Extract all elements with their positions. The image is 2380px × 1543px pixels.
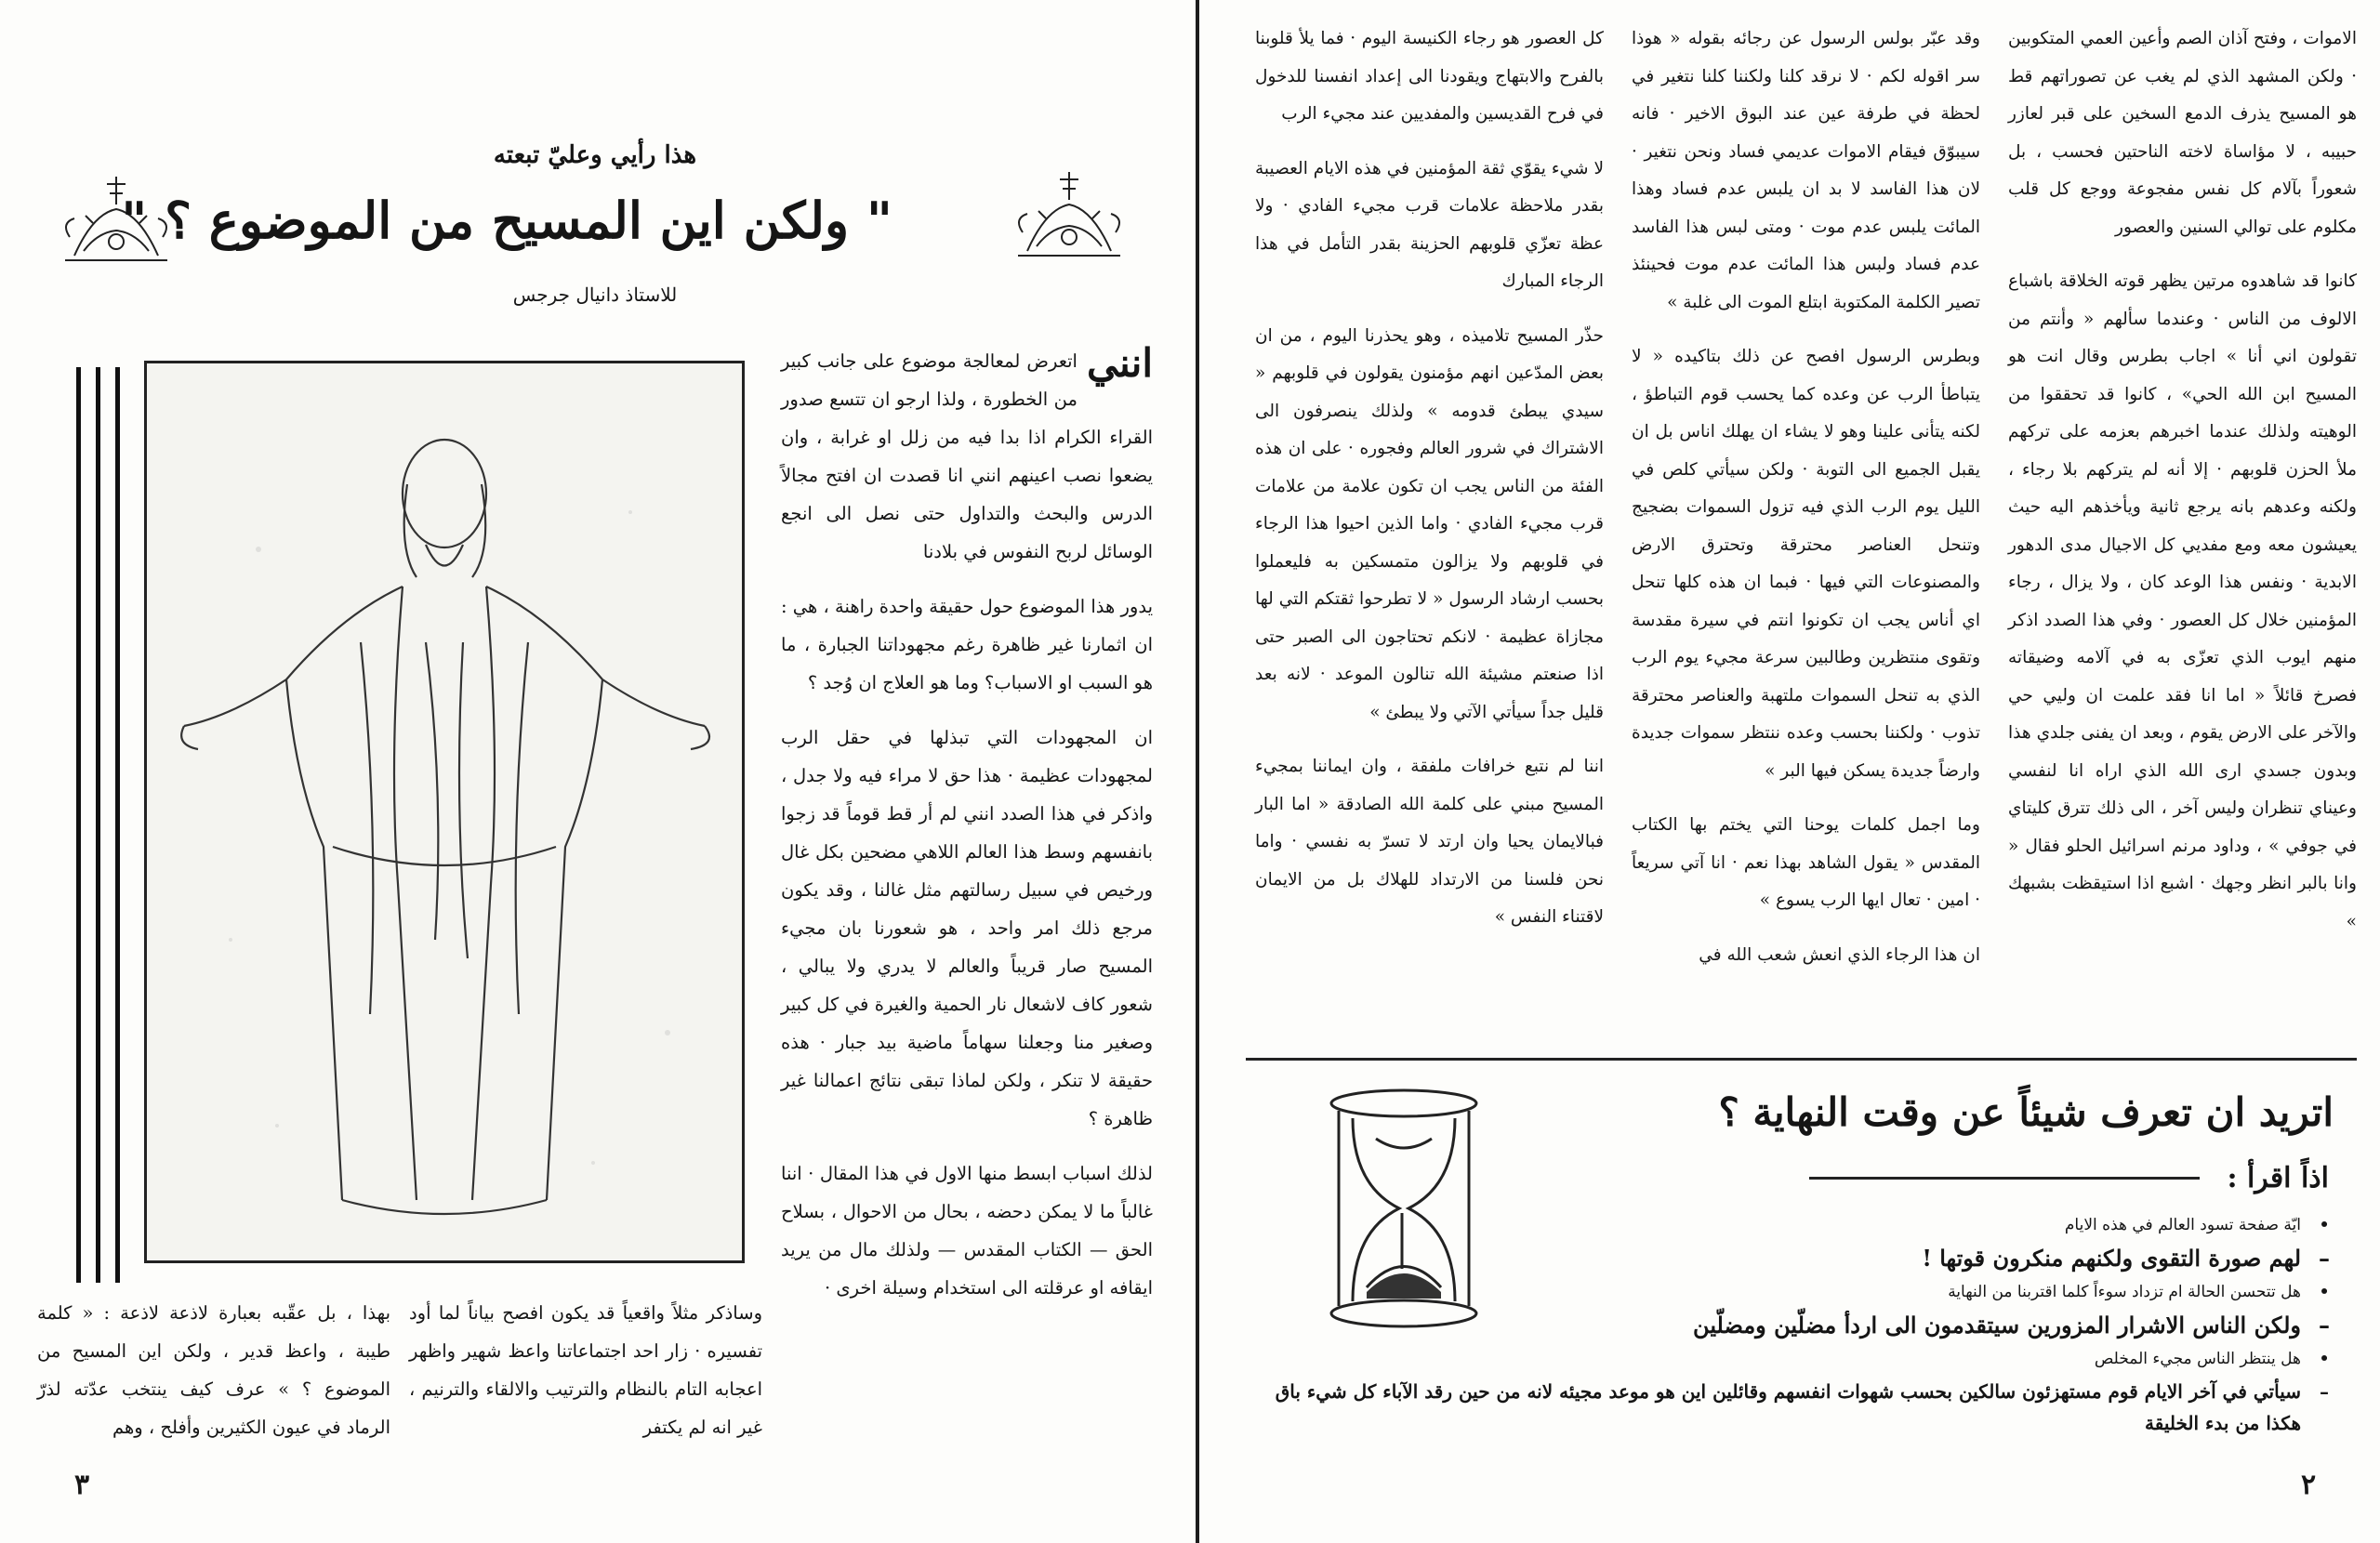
christ-illustration [144,361,745,1263]
list-item: – سيأتي في آخر الايام قوم مستهزئون سالكين بحسب شهوات انفسهم وقائلين اين هو موعد مجيئه لانه من حين رقد الآباء كل شيء باق هكذا من بدء الخليقة [1275,1380,2329,1434]
page-number: ٢ [2301,1469,2317,1501]
box-question-list [1255,1208,2338,1439]
decorative-bar [76,367,81,1283]
paragraph: لذلك اسباب ابسط منها الاول في هذا المقال · اننا غالباً ما لا يمكن دحضه ، بحال من الاحوال ، بسلاح الحق — الكتاب المقدس — ولذلك مال من يريد ايقافه او عرقلته الى استخدام وسيلة اخرى · [781,1163,1153,1299]
decorative-bar [115,367,120,1283]
box-title: اتريد ان تعرف شيئاً عن وقت النهاية ؟ [1718,1089,2334,1135]
paragraph: لا شيء يقوّي ثقة المؤمنين في هذه الايام العصيبة بقدر ملاحظة علامات قرب مجيء الفادي · ولا عظة تعزّي قلوبهم الحزينة بقدر التأمل في هذا الرجاء المبارك [1255,158,1604,291]
lead-word: انني [1086,340,1153,386]
right-column-1 [2008,20,2357,941]
page-number: ٣ [74,1469,90,1501]
paragraph: وقد عبّر بولس الرسول عن رجائه بقوله « هوذا سر اقوله لكم · لا نرقد كلنا ولكننا كلنا نتغير في لحظة في طرفة عين عند البوق الاخير · فانه سيبوّق فيقام الاموات عديمي فساد ونحن نتغير · لان هذا الفاسد لا بد ان يلبس عدم فساد وهذا المائت يلبس عدم موت · ومتى لبس هذا الفاسد عدم فساد ولبس هذا المائت عدم موت فحينئذ تصير الكلمة المكتوبة ابتلع الموت الى غلبة » [1632,29,1980,312]
box-subtitle: اذاً اقرأ : [2227,1162,2329,1194]
article-byline: للاستاذ دانيال جرجس [512,284,678,306]
paragraph: اننا لم نتبع خرافات ملفقة ، وان ايماننا بمجيء المسيح مبني على كلمة الله الصادقة « اما البار فبالايمان يحيا وان ارتد لا تسرّ به نفسي · واما نحن فلسنا من الارتداد للهلاك بل من الايمان لاقتناء النفس » [1255,757,1604,927]
article-kicker: هذا رأيي وعليّ تبعته [493,141,697,169]
list-item: • هل تتحسن الحالة ام تزداد سوءاً كلما اقتربنا من النهاية [1948,1283,2330,1301]
section-divider [1246,1058,2357,1061]
paragraph: ان المجهودات التي تبذلها في حقل الرب لمجهودات عظيمة · هذا حق لا مراء فيه ولا جدل ، واذكر في هذا الصدد انني لم أر قط قوماً قد زجوا بانفسهم وسط هذا العالم اللاهي مضحين بكل غال ورخيص في سبيل رسالتهم مثل غالنا ، وقد يكون مرجع ذلك امر واحد ، هو شعورنا بان مجيء المسيح صار قريباً والعالم لا يدري ولا يبالي ، شعور كاف لاشعال نار الحمية والغيرة في كل كبير وصغير منا وجعلنا سهاماً ماضية بيد جبار · هذه حقيقة لا تنكر ، ولكن لماذا تبقى نتائج اعمالنا غير ظاهرة ؟ [781,727,1153,1129]
paragraph: الاموات ، وفتح آذان الصم وأعين العمي المتكوبين · ولكن المشهد الذي لم يغب عن تصوراتهم قط هو المسيح يذرف الدمع السخين على قبر لعازر حبيبه ، لا مؤاساة لاخته الناحتين فحسب ، بل شعوراً بآلام كل نفس مفجوعة ووجع كل قلب مكلوم على توالي السنين والعصور [2008,29,2357,237]
list-item: – لهم صورة التقوى ولكنهم منكرون قوتها ! [1922,1245,2330,1272]
article-column-c [37,1294,390,1446]
paragraph: وساذكر مثلاً واقعياً قد يكون افصح بياناً لما أود تفسيره · زار احد اجتماعاتنا واعظ شهير واظهر اعجابه التام بالنظام والترتيب والالقاء والترنيم ، غير انه لم يكتفر [409,1302,762,1438]
paragraph: يدور هذا الموضوع حول حقيقة واحدة راهنة ، هي : ان اثمارنا غير ظاهرة رغم مجهوداتنا الجبارة ، ما هو السبب او الاسباب؟ وما هو العلاج ان وُجد ؟ [781,596,1153,693]
paragraph: حذّر المسيح تلاميذه ، وهو يحذرنا اليوم ، من ان بعض المدّعين انهم مؤمنون يقولون في قلوبهم « سيدي يبطئ قدومه » ولذلك ينصرفون الى الاشتراك في شرور العالم وفجوره · على ان هذه الفئة من الناس يجب ان تكون علامة من علامات قرب مجيء الفادي · واما الذين احيوا هذا الرجاء في قلوبهم ولا يزالون متمسكين به فليعملوا بحسب ارشاد الرسول « لا تطرحوا ثقتكم التي لها مجازاة عظيمة · لانكم تحتاجون الى الصبر حتى اذا صنعتم مشيئة الله تنالون الموعد · لانه بعد قليل جداً سيأتي الآتي ولا يبطئ » [1255,325,1604,722]
christ-figure-icon [147,363,742,1260]
article-title: " ولكن اين المسيح من الموضوع ؟ " [121,191,892,250]
decorative-bar [96,367,100,1283]
list-item: • هل ينتظر الناس مجيء المخلص [2094,1350,2330,1368]
paragraph: ان هذا الرجاء الذي انعش شعب الله في [1699,944,1980,965]
right-ornament-icon [1009,163,1130,265]
article-column-a [781,342,1153,1307]
list-item: • ايّة صفحة تسود العالم في هذه الايام [2064,1216,2330,1234]
article-column-b [409,1294,762,1446]
right-column-2 [1632,20,1980,974]
paragraph: كانوا قد شاهدوه مرتين يظهر قوته الخلاقة باشباع الالوف من الناس · وعندما سألهم « وأنتم من تقولون اني أنا » اجاب بطرس وقال انت هو المسيح ابن الله الحي» ، كانوا قد تحققوا من الوهيته ولذلك عندما اخبرهم بعزمه على تركهم ملأ الحزن قلوبهم · إلا أنه لم يتركهم بلا رجاء ، ولكنه وعدهم بانه يرجع ثانية ويأخذهم اليه حيث يعيشون معه ومع مفديي كل الاجيال مدى الدهور الابدية · ونفس هذا الوعد كان ، ولا يزال ، رجاء المؤمنين خلال كل العصور · وفي هذا الصدد اذكر منهم ايوب الذي تعزّى به في آلامه وضيقاته فصرخ قائلاً « اما انا فقد علمت ان وليي حي والآخر على الارض يقوم ، وبعد ان يفنى جلدي هذا وبدون جسدي ارى الله الذي اراه انا لنفسي وعيناي تنظران وليس آخر ، الى ذلك تترق كليتاي في جوفي » ، وداود مرنم اسرائيل الحلو فقال « وانا بالبر انظر وجهك · اشبع اذا استيقظت بشبهك » [2008,271,2357,931]
right-column-3 [1255,20,1604,937]
right-page [1199,0,2380,1543]
paragraph: كل العصور هو رجاء الكنيسة اليوم · فما يلأ قلوبنا بالفرح والابتهاج ويقودنا الى إعداد انفسنا للدخول في فرح القديسين والمفديين عند مجيء الرب [1255,29,1604,124]
paragraph: انني اتعرض لمعالجة موضوع على جانب كبير من الخطورة ، ولذا ارجو ان تتسع صدور القراء الكرام اذا بدا فيه من زلل او غرابة ، وان يضعوا نصب اعينهم انني انا قصدت ان افتح مجالاً الدرس والبحث والتداول حتى نصل الى انجع الوسائل لربح النفوس في بلادنا [781,340,1153,562]
list-item: – ولكن الناس الاشرار المزورين سيتقدمون الى اردأ مضلّين ومضلّين [1693,1312,2330,1339]
box-underline [1809,1177,2200,1180]
paragraph: وما اجمل كلمات يوحنا التي يختم بها الكتاب المقدس « يقول الشاهد بهذا نعم · انا آتي سريعاً · امين · تعال ايها الرب يسوع » [1632,815,1980,910]
paragraph: بهذا ، بل عقّبه بعبارة لاذعة لاذعة : « كلمة طيبة ، واعظ قدير ، ولكن اين المسيح من الموضوع ؟ » عرف كيف ينتخب عدّته لذرّ الرماد في عيون الكثيرين وأفلح ، وهم [37,1302,390,1438]
paragraph: وبطرس الرسول افصح عن ذلك بتاكيده « لا يتباطأ الرب عن وعده كما يحسب قوم التباطؤ ، لكنه يتأنى علينا وهو لا يشاء ان يهلك اناس بل ان يقبل الجميع الى التوبة · ولكن سيأتي كلص في الليل يوم الرب الذي فيه تزول السموات بضجيج وتنحل العناصر محترقة وتحترق الارض والمصنوعات التي فيها · فبما ان هذه كلها تنحل اي أناس يجب ان تكونوا انتم في سيرة مقدسة وتقوى منتظرين وطالبين سرعة مجيء يوم الرب الذي به تنحل السموات ملتهبة والعناصر محترقة تذوب · ولكننا بحسب وعده ننتظر سموات جديدة وارضاً جديدة يسكن فيها البر » [1632,347,1980,781]
